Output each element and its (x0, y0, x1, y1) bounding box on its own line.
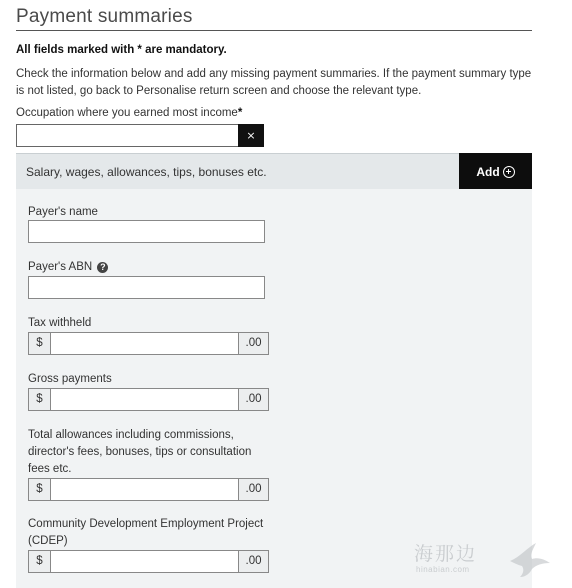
add-button-label: Add (476, 164, 500, 179)
currency-prefix: $ (29, 389, 51, 410)
required-mark: * (237, 107, 243, 119)
cents-suffix: .00 (238, 551, 268, 572)
add-payment-summary-button[interactable] (459, 153, 532, 190)
cents-suffix: .00 (238, 479, 268, 500)
tax-withheld-label: Tax withheld (28, 317, 92, 329)
currency-prefix: $ (29, 333, 51, 354)
tax-withheld-group (28, 332, 269, 355)
cents-suffix: .00 (238, 333, 268, 354)
total-allowances-input[interactable] (51, 479, 238, 500)
title-divider (16, 30, 532, 31)
occupation-clear-button[interactable] (238, 124, 264, 147)
cdep-label (28, 516, 263, 550)
cdep-input[interactable] (51, 551, 238, 572)
watermark-subtext: hinabian.com (416, 565, 470, 574)
total-allowances-label-line-1: Total allowances including commissions, (28, 429, 234, 441)
bird-logo-icon (506, 539, 552, 579)
cents-suffix: .00 (238, 389, 268, 410)
close-icon: × (246, 129, 256, 142)
cdep-group (28, 550, 269, 573)
tax-withheld-input[interactable] (51, 333, 238, 354)
total-allowances-label-line-2: director's fees, bonuses, tips or consultation (28, 446, 252, 458)
payer-abn-input[interactable] (28, 276, 265, 299)
currency-prefix: $ (29, 551, 51, 572)
total-allowances-group (28, 478, 269, 501)
section-title: Salary, wages, allowances, tips, bonuses etc. (26, 165, 267, 179)
currency-prefix: $ (29, 479, 51, 500)
total-allowances-label (28, 427, 251, 478)
occupation-label (16, 107, 242, 119)
payer-name-input[interactable] (28, 220, 265, 243)
gross-payments-input[interactable] (51, 389, 238, 410)
watermark-text: 海那边 (414, 543, 478, 565)
salary-section-header (16, 153, 532, 189)
occupation-input[interactable] (16, 124, 238, 147)
cdep-label-line-1: Community Development Employment Project (28, 518, 264, 530)
help-icon[interactable]: ? (97, 262, 108, 273)
payer-abn-label-text: Payer's ABN (28, 261, 93, 273)
gross-payments-label: Gross payments (28, 373, 112, 385)
cdep-label-line-2: (CDEP) (28, 535, 68, 547)
watermark (414, 537, 554, 583)
payer-abn-label (28, 259, 108, 276)
gross-payments-group (28, 388, 269, 411)
plus-circle-icon (503, 166, 515, 178)
payer-name-label: Payer's name (28, 206, 98, 218)
occupation-label-text: Occupation where you earned most income (16, 107, 238, 119)
intro-text: Check the information below and add any missing payment summaries. If the payment summary type is not listed, go back to Personalise return screen and choose the relevant type. (16, 68, 532, 97)
mandatory-note: All fields marked with * are mandatory. (16, 44, 227, 56)
page-title: Payment summaries (16, 6, 193, 27)
total-allowances-label-line-3: fees etc. (28, 463, 72, 475)
